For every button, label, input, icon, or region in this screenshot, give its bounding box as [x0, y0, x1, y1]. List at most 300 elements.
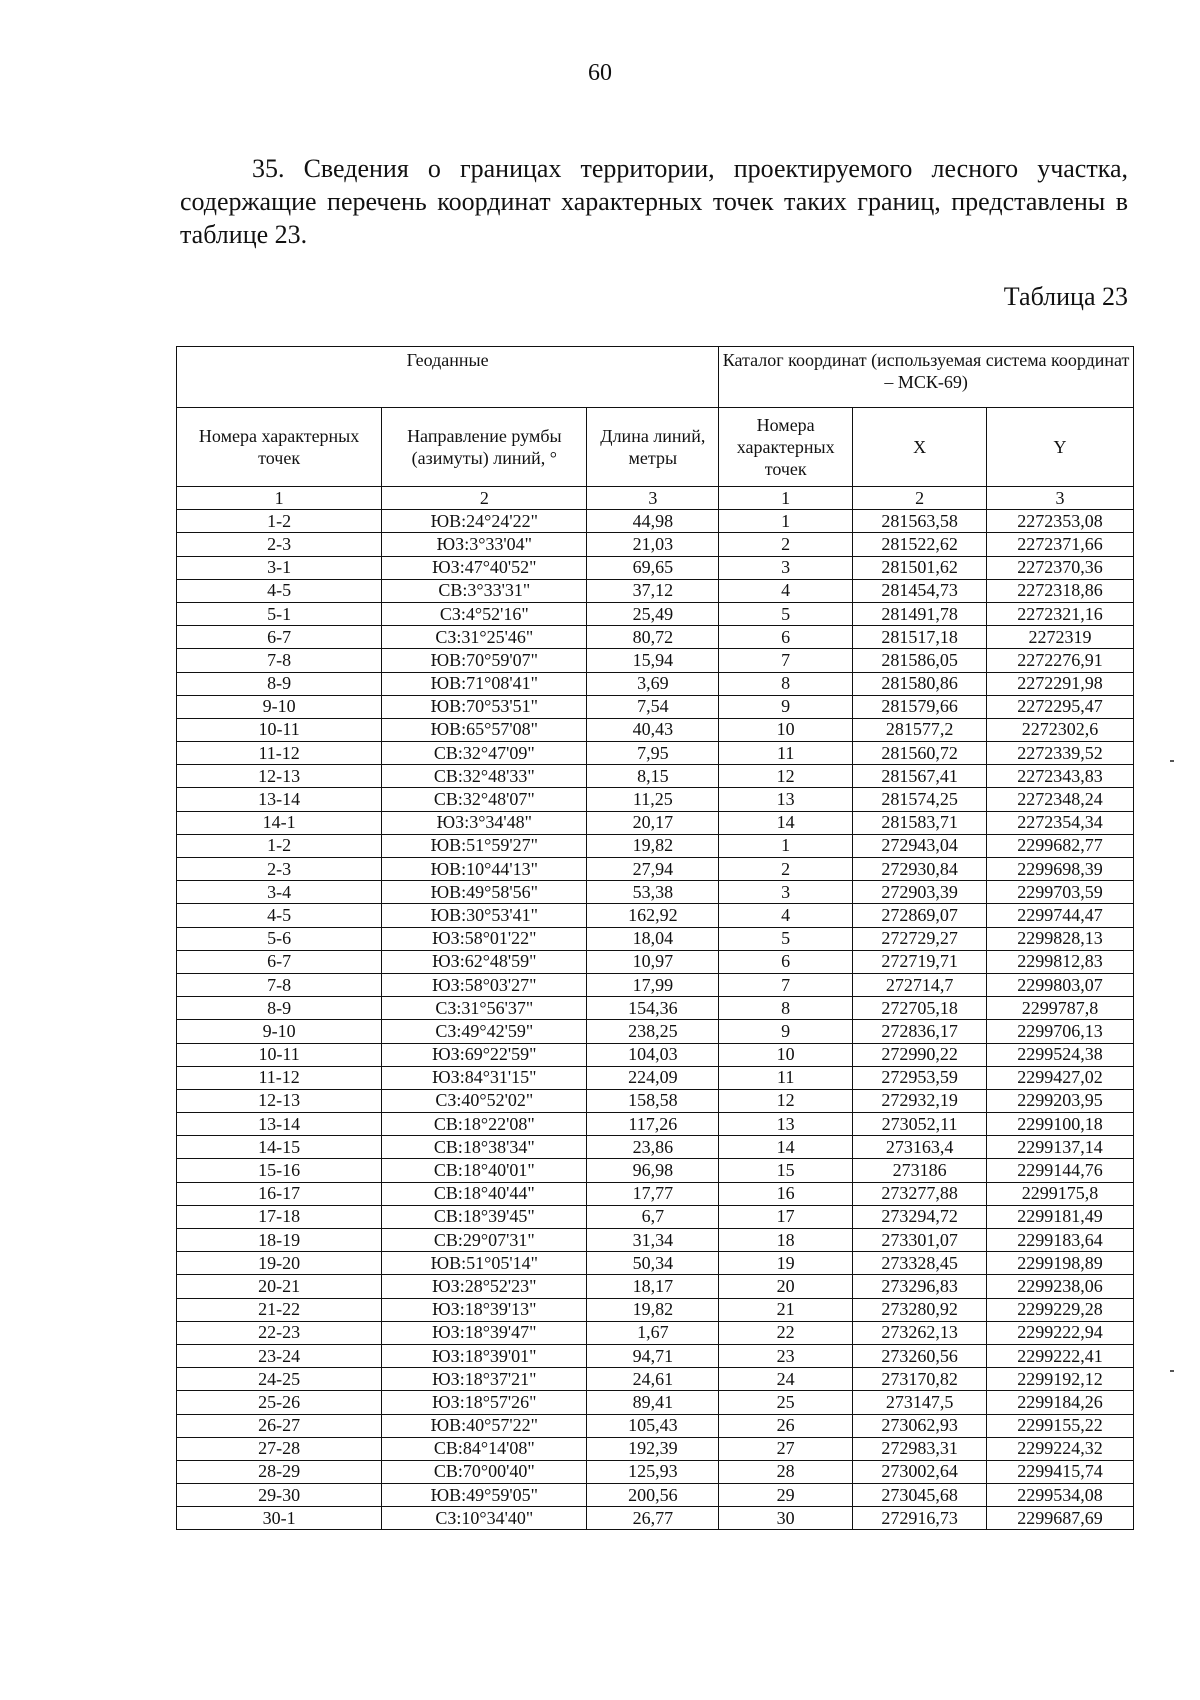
cell-bearing: ЮЗ:3°34'48" [382, 811, 587, 834]
cell-bearing: ЮВ:51°05'14" [382, 1252, 587, 1275]
cell-point-number: 18 [719, 1229, 853, 1252]
table-row [177, 742, 1134, 765]
cell-point-number: 13 [719, 788, 853, 811]
table-row [177, 811, 1134, 834]
cell-x: 272729,27 [853, 927, 987, 950]
cell-point-number: 10 [719, 718, 853, 741]
cell-point-number: 14 [719, 1136, 853, 1159]
cell-y: 2299803,07 [987, 973, 1134, 996]
cell-line-points: 25-26 [177, 1391, 382, 1414]
table-row [177, 695, 1134, 718]
cell-y: 2299224,32 [987, 1437, 1134, 1460]
scan-mark [1170, 760, 1174, 762]
cell-point-number: 4 [719, 904, 853, 927]
cell-x: 281491,78 [853, 602, 987, 625]
cell-length: 17,99 [587, 973, 719, 996]
cell-length: 10,97 [587, 950, 719, 973]
cell-point-number: 2 [719, 533, 853, 556]
cell-length: 26,77 [587, 1507, 719, 1530]
cell-y: 2299137,14 [987, 1136, 1134, 1159]
table-row [177, 649, 1134, 672]
cell-x: 273296,83 [853, 1275, 987, 1298]
cell-line-points: 2-3 [177, 533, 382, 556]
cell-bearing: ЮЗ:62°48'59" [382, 950, 587, 973]
cell-x: 281563,58 [853, 510, 987, 533]
cell-bearing: СВ:32°48'33" [382, 765, 587, 788]
cell-line-points: 24-25 [177, 1368, 382, 1391]
cell-point-number: 15 [719, 1159, 853, 1182]
cell-bearing: СВ:18°40'44" [382, 1182, 587, 1205]
cell-y: 2272291,98 [987, 672, 1134, 695]
cell-x: 273328,45 [853, 1252, 987, 1275]
column-number: 1 [719, 487, 853, 510]
cell-bearing: ЮЗ:69°22'59" [382, 1043, 587, 1066]
cell-point-number: 26 [719, 1414, 853, 1437]
cell-length: 105,43 [587, 1414, 719, 1437]
table-row [177, 556, 1134, 579]
cell-point-number: 8 [719, 672, 853, 695]
column-header-y: Y [987, 408, 1134, 487]
cell-length: 7,95 [587, 742, 719, 765]
cell-length: 89,41 [587, 1391, 719, 1414]
cell-y: 2299192,12 [987, 1368, 1134, 1391]
cell-bearing: ЮВ:49°59'05" [382, 1484, 587, 1507]
cell-x: 273301,07 [853, 1229, 987, 1252]
cell-point-number: 12 [719, 1089, 853, 1112]
cell-length: 19,82 [587, 834, 719, 857]
cell-x: 281517,18 [853, 626, 987, 649]
cell-y: 2299744,47 [987, 904, 1134, 927]
cell-line-points: 20-21 [177, 1275, 382, 1298]
cell-line-points: 10-11 [177, 1043, 382, 1066]
table-row [177, 788, 1134, 811]
table-row [177, 881, 1134, 904]
cell-bearing: ЮВ:24°24'22" [382, 510, 587, 533]
cell-length: 50,34 [587, 1252, 719, 1275]
cell-y: 2299183,64 [987, 1229, 1134, 1252]
cell-x: 272983,31 [853, 1437, 987, 1460]
cell-length: 53,38 [587, 881, 719, 904]
cell-length: 158,58 [587, 1089, 719, 1112]
cell-y: 2272319 [987, 626, 1134, 649]
cell-bearing: СВ:18°39'45" [382, 1205, 587, 1228]
table-row [177, 1182, 1134, 1205]
cell-bearing: ЮВ:65°57'08" [382, 718, 587, 741]
cell-bearing: СВ:32°47'09" [382, 742, 587, 765]
cell-y: 2272339,52 [987, 742, 1134, 765]
cell-bearing: ЮЗ:58°01'22" [382, 927, 587, 950]
table-row [177, 579, 1134, 602]
cell-x: 272990,22 [853, 1043, 987, 1066]
table-row [177, 1020, 1134, 1043]
cell-bearing: ЮВ:71°08'41" [382, 672, 587, 695]
cell-length: 23,86 [587, 1136, 719, 1159]
cell-point-number: 29 [719, 1484, 853, 1507]
cell-line-points: 30-1 [177, 1507, 382, 1530]
cell-y: 2299787,8 [987, 997, 1134, 1020]
cell-x: 272903,39 [853, 881, 987, 904]
cell-point-number: 1 [719, 510, 853, 533]
cell-point-number: 14 [719, 811, 853, 834]
table-row [177, 997, 1134, 1020]
table-row [177, 1507, 1134, 1530]
cell-point-number: 22 [719, 1321, 853, 1344]
table-row [177, 510, 1134, 533]
cell-y: 2299687,69 [987, 1507, 1134, 1530]
cell-y: 2299203,95 [987, 1089, 1134, 1112]
cell-bearing: ЮЗ:18°39'01" [382, 1344, 587, 1367]
column-number: 2 [382, 487, 587, 510]
cell-point-number: 9 [719, 1020, 853, 1043]
cell-point-number: 10 [719, 1043, 853, 1066]
cell-length: 8,15 [587, 765, 719, 788]
cell-length: 44,98 [587, 510, 719, 533]
cell-line-points: 17-18 [177, 1205, 382, 1228]
cell-line-points: 21-22 [177, 1298, 382, 1321]
cell-line-points: 3-4 [177, 881, 382, 904]
page-number: 60 [588, 60, 612, 86]
table-row [177, 1136, 1134, 1159]
cell-length: 224,09 [587, 1066, 719, 1089]
cell-y: 2299828,13 [987, 927, 1134, 950]
cell-point-number: 11 [719, 742, 853, 765]
cell-bearing: ЮВ:40°57'22" [382, 1414, 587, 1437]
cell-bearing: ЮЗ:58°03'27" [382, 973, 587, 996]
cell-x: 272836,17 [853, 1020, 987, 1043]
cell-line-points: 12-13 [177, 765, 382, 788]
cell-bearing: СВ:84°14'08" [382, 1437, 587, 1460]
column-number: 2 [853, 487, 987, 510]
column-header-x: X [853, 408, 987, 487]
cell-length: 1,67 [587, 1321, 719, 1344]
cell-length: 162,92 [587, 904, 719, 927]
table-row [177, 950, 1134, 973]
cell-line-points: 8-9 [177, 672, 382, 695]
table-row [177, 1391, 1134, 1414]
cell-x: 273262,13 [853, 1321, 987, 1344]
cell-length: 18,17 [587, 1275, 719, 1298]
cell-line-points: 18-19 [177, 1229, 382, 1252]
table-row [177, 1484, 1134, 1507]
cell-line-points: 22-23 [177, 1321, 382, 1344]
cell-line-points: 28-29 [177, 1460, 382, 1483]
cell-x: 272705,18 [853, 997, 987, 1020]
table-row [177, 765, 1134, 788]
intro-paragraph: 35. Сведения о границах территории, проектируемого лесного участка, содержащие перечень координат характерных точек таких границ, представлены в таблице 23. [180, 154, 1128, 249]
table-row [177, 672, 1134, 695]
cell-line-points: 4-5 [177, 904, 382, 927]
table-row [177, 834, 1134, 857]
cell-y: 2299155,22 [987, 1414, 1134, 1437]
cell-bearing: ЮВ:30°53'41" [382, 904, 587, 927]
column-header-point-numbers: Номера характерных точек [177, 408, 382, 487]
table-row [177, 1437, 1134, 1460]
cell-y: 2299222,41 [987, 1344, 1134, 1367]
cell-x: 281501,62 [853, 556, 987, 579]
cell-x: 273277,88 [853, 1182, 987, 1205]
cell-line-points: 8-9 [177, 997, 382, 1020]
cell-x: 272930,84 [853, 858, 987, 881]
cell-line-points: 7-8 [177, 649, 382, 672]
cell-point-number: 16 [719, 1182, 853, 1205]
cell-bearing: ЮЗ:28°52'23" [382, 1275, 587, 1298]
cell-x: 272953,59 [853, 1066, 987, 1089]
cell-bearing: СВ:70°00'40" [382, 1460, 587, 1483]
cell-bearing: СЗ:4°52'16" [382, 602, 587, 625]
cell-length: 31,34 [587, 1229, 719, 1252]
cell-line-points: 27-28 [177, 1437, 382, 1460]
cell-line-points: 10-11 [177, 718, 382, 741]
cell-point-number: 1 [719, 834, 853, 857]
cell-y: 2272348,24 [987, 788, 1134, 811]
cell-point-number: 2 [719, 858, 853, 881]
column-header-catalog-point-numbers: Номера характерных точек [719, 408, 853, 487]
cell-bearing: ЮВ:51°59'27" [382, 834, 587, 857]
cell-y: 2299812,83 [987, 950, 1134, 973]
cell-y: 2299703,59 [987, 881, 1134, 904]
cell-point-number: 30 [719, 1507, 853, 1530]
cell-x: 281560,72 [853, 742, 987, 765]
cell-bearing: ЮЗ:18°57'26" [382, 1391, 587, 1414]
cell-x: 272932,19 [853, 1089, 987, 1112]
cell-length: 154,36 [587, 997, 719, 1020]
cell-y: 2272354,34 [987, 811, 1134, 834]
cell-length: 6,7 [587, 1205, 719, 1228]
cell-x: 273163,4 [853, 1136, 987, 1159]
cell-line-points: 6-7 [177, 626, 382, 649]
cell-y: 2299698,39 [987, 858, 1134, 881]
column-header-length: Длина линий, метры [587, 408, 719, 487]
cell-x: 281577,2 [853, 718, 987, 741]
scan-mark [1170, 1370, 1174, 1372]
cell-line-points: 6-7 [177, 950, 382, 973]
cell-length: 11,25 [587, 788, 719, 811]
cell-point-number: 12 [719, 765, 853, 788]
cell-line-points: 3-1 [177, 556, 382, 579]
cell-line-points: 23-24 [177, 1344, 382, 1367]
table-row [177, 718, 1134, 741]
cell-point-number: 17 [719, 1205, 853, 1228]
cell-y: 2299706,13 [987, 1020, 1134, 1043]
cell-point-number: 6 [719, 950, 853, 973]
cell-y: 2299198,89 [987, 1252, 1134, 1275]
cell-point-number: 13 [719, 1113, 853, 1136]
cell-line-points: 11-12 [177, 742, 382, 765]
cell-point-number: 3 [719, 556, 853, 579]
cell-length: 125,93 [587, 1460, 719, 1483]
cell-length: 192,39 [587, 1437, 719, 1460]
cell-line-points: 26-27 [177, 1414, 382, 1437]
table-row [177, 1321, 1134, 1344]
cell-y: 2272321,16 [987, 602, 1134, 625]
table-row [177, 1113, 1134, 1136]
cell-bearing: ЮВ:70°59'07" [382, 649, 587, 672]
cell-line-points: 1-2 [177, 510, 382, 533]
table-row [177, 1159, 1134, 1182]
cell-x: 281522,62 [853, 533, 987, 556]
table-row [177, 533, 1134, 556]
column-header-bearing: Направление румбы (азимуты) линий, ° [382, 408, 587, 487]
cell-x: 273002,64 [853, 1460, 987, 1483]
table-row [177, 1298, 1134, 1321]
cell-x: 272714,7 [853, 973, 987, 996]
cell-length: 3,69 [587, 672, 719, 695]
cell-length: 117,26 [587, 1113, 719, 1136]
cell-point-number: 3 [719, 881, 853, 904]
cell-bearing: ЮВ:70°53'51" [382, 695, 587, 718]
cell-y: 2299175,8 [987, 1182, 1134, 1205]
table-row [177, 602, 1134, 625]
cell-length: 238,25 [587, 1020, 719, 1043]
cell-line-points: 5-1 [177, 602, 382, 625]
cell-line-points: 15-16 [177, 1159, 382, 1182]
cell-line-points: 12-13 [177, 1089, 382, 1112]
cell-bearing: СВ:3°33'31" [382, 579, 587, 602]
cell-y: 2299100,18 [987, 1113, 1134, 1136]
cell-x: 273280,92 [853, 1298, 987, 1321]
cell-y: 2272343,83 [987, 765, 1134, 788]
cell-line-points: 9-10 [177, 1020, 382, 1043]
cell-y: 2272295,47 [987, 695, 1134, 718]
cell-bearing: ЮЗ:3°33'04" [382, 533, 587, 556]
cell-x: 273147,5 [853, 1391, 987, 1414]
cell-bearing: СВ:18°40'01" [382, 1159, 587, 1182]
cell-bearing: СЗ:40°52'02" [382, 1089, 587, 1112]
table-row [177, 904, 1134, 927]
cell-point-number: 4 [719, 579, 853, 602]
cell-y: 2272302,6 [987, 718, 1134, 741]
cell-line-points: 14-15 [177, 1136, 382, 1159]
cell-length: 18,04 [587, 927, 719, 950]
cell-bearing: ЮВ:49°58'56" [382, 881, 587, 904]
cell-y: 2299534,08 [987, 1484, 1134, 1507]
cell-bearing: СВ:18°22'08" [382, 1113, 587, 1136]
table-row [177, 1043, 1134, 1066]
cell-x: 272943,04 [853, 834, 987, 857]
coordinates-table [176, 346, 1134, 1530]
cell-x: 273170,82 [853, 1368, 987, 1391]
table-row [177, 927, 1134, 950]
cell-line-points: 1-2 [177, 834, 382, 857]
cell-length: 37,12 [587, 579, 719, 602]
table-row [177, 1460, 1134, 1483]
cell-y: 2272353,08 [987, 510, 1134, 533]
group-header-geodata: Геоданные [177, 347, 719, 408]
cell-line-points: 5-6 [177, 927, 382, 950]
cell-length: 19,82 [587, 1298, 719, 1321]
table-row [177, 1205, 1134, 1228]
cell-x: 281580,86 [853, 672, 987, 695]
cell-length: 25,49 [587, 602, 719, 625]
cell-y: 2299144,76 [987, 1159, 1134, 1182]
cell-length: 69,65 [587, 556, 719, 579]
cell-bearing: СЗ:31°25'46" [382, 626, 587, 649]
cell-y: 2272276,91 [987, 649, 1134, 672]
cell-line-points: 2-3 [177, 858, 382, 881]
cell-x: 281579,66 [853, 695, 987, 718]
cell-x: 272869,07 [853, 904, 987, 927]
cell-point-number: 23 [719, 1344, 853, 1367]
table-row [177, 1368, 1134, 1391]
cell-length: 17,77 [587, 1182, 719, 1205]
cell-x: 281574,25 [853, 788, 987, 811]
cell-y: 2272318,86 [987, 579, 1134, 602]
column-number: 3 [987, 487, 1134, 510]
table-row [177, 1089, 1134, 1112]
cell-point-number: 20 [719, 1275, 853, 1298]
cell-line-points: 11-12 [177, 1066, 382, 1089]
cell-bearing: ЮЗ:18°39'13" [382, 1298, 587, 1321]
cell-point-number: 5 [719, 602, 853, 625]
cell-x: 273045,68 [853, 1484, 987, 1507]
cell-point-number: 28 [719, 1460, 853, 1483]
cell-y: 2299184,26 [987, 1391, 1134, 1414]
cell-length: 21,03 [587, 533, 719, 556]
cell-bearing: СВ:29°07'31" [382, 1229, 587, 1252]
group-header-coordinate-catalog: Каталог координат (используемая система координат – МСК-69) [719, 347, 1134, 408]
table-column-header-row [177, 408, 1134, 487]
cell-length: 7,54 [587, 695, 719, 718]
cell-x: 273062,93 [853, 1414, 987, 1437]
cell-bearing: СЗ:31°56'37" [382, 997, 587, 1020]
cell-y: 2299427,02 [987, 1066, 1134, 1089]
cell-line-points: 29-30 [177, 1484, 382, 1507]
cell-y: 2299181,49 [987, 1205, 1134, 1228]
cell-line-points: 13-14 [177, 788, 382, 811]
cell-bearing: ЮЗ:47°40'52" [382, 556, 587, 579]
cell-bearing: СЗ:49°42'59" [382, 1020, 587, 1043]
column-number: 1 [177, 487, 382, 510]
table-row [177, 1066, 1134, 1089]
cell-bearing: СЗ:10°34'40" [382, 1507, 587, 1530]
table-row [177, 1275, 1134, 1298]
table-group-header-row [177, 347, 1134, 408]
cell-y: 2299415,74 [987, 1460, 1134, 1483]
cell-bearing: СВ:32°48'07" [382, 788, 587, 811]
cell-bearing: СВ:18°38'34" [382, 1136, 587, 1159]
cell-point-number: 6 [719, 626, 853, 649]
cell-point-number: 25 [719, 1391, 853, 1414]
table-row [177, 1252, 1134, 1275]
cell-length: 40,43 [587, 718, 719, 741]
cell-y: 2272370,36 [987, 556, 1134, 579]
cell-line-points: 4-5 [177, 579, 382, 602]
cell-length: 104,03 [587, 1043, 719, 1066]
column-number: 3 [587, 487, 719, 510]
cell-point-number: 19 [719, 1252, 853, 1275]
cell-line-points: 19-20 [177, 1252, 382, 1275]
table-row [177, 626, 1134, 649]
cell-x: 273260,56 [853, 1344, 987, 1367]
cell-line-points: 9-10 [177, 695, 382, 718]
cell-y: 2272371,66 [987, 533, 1134, 556]
cell-x: 281454,73 [853, 579, 987, 602]
table-column-number-row [177, 487, 1134, 510]
cell-bearing: ЮВ:10°44'13" [382, 858, 587, 881]
cell-x: 281583,71 [853, 811, 987, 834]
cell-length: 27,94 [587, 858, 719, 881]
cell-point-number: 7 [719, 649, 853, 672]
cell-y: 2299229,28 [987, 1298, 1134, 1321]
cell-y: 2299524,38 [987, 1043, 1134, 1066]
cell-x: 273186 [853, 1159, 987, 1182]
cell-length: 15,94 [587, 649, 719, 672]
cell-point-number: 24 [719, 1368, 853, 1391]
table-caption: Таблица 23 [1003, 282, 1128, 311]
cell-point-number: 27 [719, 1437, 853, 1460]
cell-point-number: 9 [719, 695, 853, 718]
table-row [177, 973, 1134, 996]
